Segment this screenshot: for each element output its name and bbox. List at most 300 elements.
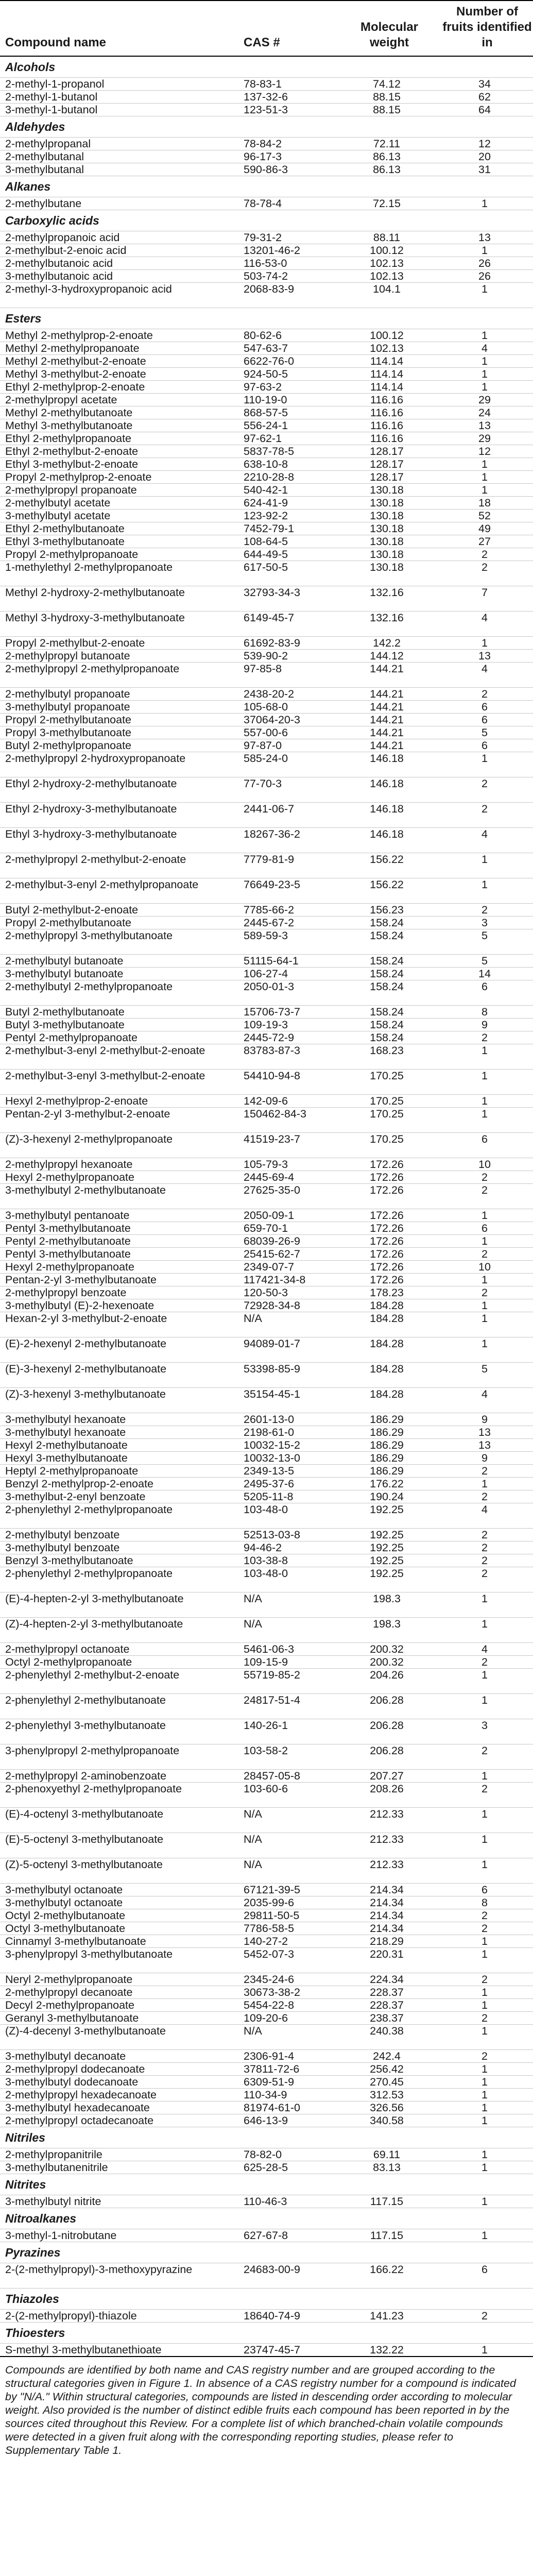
- fruit-count-cell: 2: [436, 1490, 533, 1503]
- table-row: [0, 1592, 533, 1618]
- cas-number-cell: 103-38-8: [238, 1554, 337, 1567]
- table-row: [0, 535, 533, 548]
- cas-number-cell: 37811-72-6: [238, 2063, 337, 2076]
- compound-name-cell: Methyl 3-hydroxy-3-methylbutanoate: [0, 612, 238, 637]
- cas-number-cell: 54410-94-8: [238, 1070, 337, 1095]
- table-row: [0, 2195, 533, 2208]
- table-body: [0, 56, 533, 2357]
- fruit-count-cell: 1: [436, 752, 533, 777]
- fruit-count-cell: 1: [436, 1095, 533, 1108]
- cas-number-cell: 5205-11-8: [238, 1490, 337, 1503]
- category-row: [0, 2242, 533, 2263]
- table-row: [0, 1529, 533, 1541]
- molecular-weight-cell: 172.26: [337, 1248, 436, 1261]
- molecular-weight-cell: 72.15: [337, 197, 436, 210]
- compound-name-cell: 2-methylpropyl 2-methylbut-2-enoate: [0, 853, 238, 878]
- category-label: Thiazoles: [0, 2289, 533, 2310]
- compound-name-cell: Benzyl 3-methylbutanoate: [0, 1554, 238, 1567]
- fruit-count-cell: 13: [436, 1426, 533, 1439]
- category-row: [0, 2174, 533, 2195]
- molecular-weight-cell: 156.22: [337, 878, 436, 904]
- compound-name-cell: (E)-5-octenyl 3-methylbutanoate: [0, 1833, 238, 1858]
- fruit-count-cell: 4: [436, 1388, 533, 1413]
- table-row: [0, 688, 533, 701]
- compound-name-cell: 2-methylpropyl octadecanoate: [0, 2114, 238, 2127]
- table-row: [0, 752, 533, 777]
- compound-name-cell: Hexyl 2-methylprop-2-enoate: [0, 1095, 238, 1108]
- compound-name-cell: Octyl 3-methylbutanoate: [0, 1922, 238, 1935]
- molecular-weight-cell: 158.24: [337, 955, 436, 968]
- molecular-weight-cell: 132.22: [337, 2344, 436, 2357]
- table-row: [0, 1171, 533, 1184]
- fruit-count-cell: 1: [436, 1299, 533, 1312]
- fruit-count-cell: 2: [436, 1031, 533, 1044]
- fruit-count-cell: 1: [436, 2063, 533, 2076]
- fruit-count-cell: 6: [436, 2263, 533, 2289]
- compound-name-cell: Ethyl 2-methylbut-2-enoate: [0, 445, 238, 458]
- fruit-count-cell: 2: [436, 1656, 533, 1669]
- compound-name-cell: 2-phenylethyl 2-methylpropanoate: [0, 1503, 238, 1529]
- compound-name-cell: Propyl 2-methylpropanoate: [0, 548, 238, 561]
- table-row: [0, 1388, 533, 1413]
- compound-name-cell: 2-(2-methylpropyl)-3-methoxypyrazine: [0, 2263, 238, 2289]
- table-row: [0, 1222, 533, 1235]
- compound-name-cell: Ethyl 2-methylpropanoate: [0, 432, 238, 445]
- fruit-count-cell: 29: [436, 394, 533, 406]
- fruit-count-cell: 5: [436, 929, 533, 955]
- fruit-count-cell: 13: [436, 650, 533, 663]
- compound-name-cell: 2-methylpropyl 2-aminobenzoate: [0, 1770, 238, 1783]
- compound-name-cell: (E)-4-hepten-2-yl 3-methylbutanoate: [0, 1592, 238, 1618]
- fruit-count-cell: 1: [436, 1669, 533, 1694]
- fruit-count-cell: 1: [436, 458, 533, 471]
- category-label: Esters: [0, 308, 533, 329]
- molecular-weight-cell: 144.21: [337, 701, 436, 714]
- cas-number-cell: 547-63-7: [238, 342, 337, 355]
- table-row: [0, 283, 533, 308]
- molecular-weight-cell: 88.11: [337, 231, 436, 244]
- molecular-weight-cell: 144.21: [337, 663, 436, 688]
- fruit-count-cell: 2: [436, 1465, 533, 1478]
- molecular-weight-cell: 184.28: [337, 1388, 436, 1413]
- table-row: [0, 1095, 533, 1108]
- molecular-weight-cell: 141.23: [337, 2310, 436, 2323]
- compound-name-cell: 2-methylpropyl hexanoate: [0, 1158, 238, 1171]
- table-row: [0, 2344, 533, 2357]
- molecular-weight-cell: 86.13: [337, 150, 436, 163]
- table-row: [0, 368, 533, 381]
- table-row: [0, 1896, 533, 1909]
- molecular-weight-cell: 206.28: [337, 1719, 436, 1744]
- molecular-weight-cell: 270.45: [337, 2076, 436, 2089]
- molecular-weight-cell: 218.29: [337, 1935, 436, 1948]
- cas-number-cell: 32793-34-3: [238, 586, 337, 612]
- fruit-count-cell: 1: [436, 1694, 533, 1719]
- table-row: [0, 270, 533, 283]
- compound-name-cell: Methyl 3-methylbut-2-enoate: [0, 368, 238, 381]
- header-fruit-count: Number of fruits identified in: [436, 1, 533, 56]
- compound-name-cell: 3-methylbutyl butanoate: [0, 968, 238, 980]
- fruit-count-cell: 26: [436, 257, 533, 270]
- compound-name-cell: 3-methylbutyl pentanoate: [0, 1209, 238, 1222]
- category-label: Alkanes: [0, 176, 533, 197]
- cas-number-cell: 67121-39-5: [238, 1884, 337, 1896]
- molecular-weight-cell: 158.24: [337, 929, 436, 955]
- category-row: [0, 2208, 533, 2229]
- table-row: [0, 1770, 533, 1783]
- cas-number-cell: 7786-58-5: [238, 1922, 337, 1935]
- compound-name-cell: 3-methylbutanenitrile: [0, 2161, 238, 2174]
- table-row: [0, 1465, 533, 1478]
- molecular-weight-cell: 130.18: [337, 561, 436, 586]
- molecular-weight-cell: 172.26: [337, 1158, 436, 1171]
- compound-name-cell: (E)-4-octenyl 3-methylbutanoate: [0, 1808, 238, 1833]
- table-row: [0, 1669, 533, 1694]
- cas-number-cell: 97-87-0: [238, 739, 337, 752]
- fruit-count-cell: 2: [436, 777, 533, 803]
- molecular-weight-cell: 144.21: [337, 726, 436, 739]
- table-row: [0, 1363, 533, 1388]
- fruit-count-cell: 1: [436, 329, 533, 342]
- molecular-weight-cell: 128.17: [337, 445, 436, 458]
- compound-name-cell: Octyl 2-methylbutanoate: [0, 1909, 238, 1922]
- molecular-weight-cell: 170.25: [337, 1070, 436, 1095]
- fruit-count-cell: 6: [436, 739, 533, 752]
- table-row: [0, 510, 533, 522]
- molecular-weight-cell: 83.13: [337, 2161, 436, 2174]
- compound-name-cell: 2-methylbutyl acetate: [0, 497, 238, 510]
- fruit-count-cell: 2: [436, 688, 533, 701]
- table-row: [0, 91, 533, 104]
- compound-name-cell: 2-methylpropanoic acid: [0, 231, 238, 244]
- category-row: [0, 210, 533, 231]
- fruit-count-cell: 6: [436, 980, 533, 1006]
- fruit-count-cell: 1: [436, 853, 533, 878]
- fruit-count-cell: 8: [436, 1896, 533, 1909]
- cas-number-cell: 81974-61-0: [238, 2102, 337, 2114]
- category-label: Nitrites: [0, 2174, 533, 2195]
- molecular-weight-cell: 170.25: [337, 1133, 436, 1158]
- compound-name-cell: 3-methylbutyl propanoate: [0, 701, 238, 714]
- table-row: [0, 1490, 533, 1503]
- table-row: [0, 1948, 533, 1973]
- table-row: [0, 1909, 533, 1922]
- cas-number-cell: 2050-09-1: [238, 1209, 337, 1222]
- table-row: [0, 1554, 533, 1567]
- cas-number-cell: 2198-61-0: [238, 1426, 337, 1439]
- fruit-count-cell: 1: [436, 1070, 533, 1095]
- table-row: [0, 1656, 533, 1669]
- compound-name-cell: Cinnamyl 3-methylbutanoate: [0, 1935, 238, 1948]
- table-row: [0, 231, 533, 244]
- fruit-count-cell: 4: [436, 342, 533, 355]
- table-footnote: Compounds are identified by both name and CAS registry number and are grouped according to the structural categories given in Figure 1. In absence of a CAS registry number for a compound is indicated by "N/A." Within structural categories, compounds are listed in descending order according to molecular weight. Also provided is the number of distinct edible fruits each compound has been reported in by the sources cited throughout this Review. For a complete list of which branched-chain volatile compounds were detected in a given fruit along with the corresponding reporting studies, please refer to Supplementary Table 1.: [5, 2364, 516, 2456]
- cas-number-cell: 78-83-1: [238, 78, 337, 91]
- molecular-weight-cell: 192.25: [337, 1529, 436, 1541]
- compound-name-cell: 3-phenylpropyl 3-methylbutanoate: [0, 1948, 238, 1973]
- table-row: [0, 497, 533, 510]
- molecular-weight-cell: 132.16: [337, 612, 436, 637]
- compound-name-cell: 3-methyl-1-nitrobutane: [0, 2229, 238, 2242]
- compound-name-cell: 2-methylbutanal: [0, 150, 238, 163]
- cas-number-cell: N/A: [238, 1858, 337, 1884]
- compound-name-cell: 3-methylbut-2-enyl benzoate: [0, 1490, 238, 1503]
- table-row: [0, 2161, 533, 2174]
- fruit-count-cell: 2: [436, 803, 533, 828]
- table-row: [0, 1999, 533, 2012]
- molecular-weight-cell: 158.24: [337, 917, 436, 929]
- compound-name-cell: 3-methylbutyl hexanoate: [0, 1413, 238, 1426]
- compound-name-cell: 2-methylpropanitrile: [0, 2148, 238, 2161]
- cas-number-cell: 94-46-2: [238, 1541, 337, 1554]
- compound-name-cell: Butyl 3-methylbutanoate: [0, 1019, 238, 1031]
- table-row: [0, 2310, 533, 2323]
- molecular-weight-cell: 142.2: [337, 637, 436, 650]
- category-row: [0, 176, 533, 197]
- compound-name-cell: 2-methylpropyl 3-methylbutanoate: [0, 929, 238, 955]
- table-row: [0, 828, 533, 853]
- table-row: [0, 904, 533, 917]
- fruit-count-cell: 2: [436, 1529, 533, 1541]
- fruit-count-cell: 1: [436, 484, 533, 497]
- fruit-count-cell: 1: [436, 2102, 533, 2114]
- molecular-weight-cell: 100.12: [337, 329, 436, 342]
- compound-name-cell: Hexan-2-yl 3-methylbut-2-enoate: [0, 1312, 238, 1337]
- fruit-count-cell: 2: [436, 1783, 533, 1808]
- molecular-weight-cell: 204.26: [337, 1669, 436, 1694]
- table-row: [0, 2102, 533, 2114]
- compound-name-cell: Ethyl 3-hydroxy-3-methylbutanoate: [0, 828, 238, 853]
- cas-number-cell: 6622-76-0: [238, 355, 337, 368]
- table-row: [0, 1108, 533, 1133]
- cas-number-cell: 77-70-3: [238, 777, 337, 803]
- fruit-count-cell: 12: [436, 445, 533, 458]
- table-row: [0, 445, 533, 458]
- table-row: [0, 955, 533, 968]
- compound-name-cell: Ethyl 3-methylbut-2-enoate: [0, 458, 238, 471]
- fruit-count-cell: 2: [436, 2310, 533, 2323]
- molecular-weight-cell: 146.18: [337, 828, 436, 853]
- molecular-weight-cell: 114.14: [337, 368, 436, 381]
- cas-number-cell: 29811-50-5: [238, 1909, 337, 1922]
- compound-name-cell: 2-methylpropyl acetate: [0, 394, 238, 406]
- cas-number-cell: 2068-83-9: [238, 283, 337, 308]
- molecular-weight-cell: 200.32: [337, 1643, 436, 1656]
- fruit-count-cell: 2: [436, 1541, 533, 1554]
- table-row: [0, 929, 533, 955]
- compound-name-cell: Decyl 2-methylpropanoate: [0, 1999, 238, 2012]
- fruit-count-cell: 2: [436, 548, 533, 561]
- fruit-count-cell: 1: [436, 2025, 533, 2050]
- table-row: [0, 1286, 533, 1299]
- molecular-weight-cell: 144.21: [337, 739, 436, 752]
- molecular-weight-cell: 117.15: [337, 2229, 436, 2242]
- compound-name-cell: 2-methylbut-3-enyl 2-methylbut-2-enoate: [0, 1044, 238, 1070]
- fruit-count-cell: 1: [436, 244, 533, 257]
- compound-name-cell: Butyl 2-methylbut-2-enoate: [0, 904, 238, 917]
- cas-number-cell: 10032-13-0: [238, 1452, 337, 1465]
- cas-number-cell: 108-64-5: [238, 535, 337, 548]
- cas-number-cell: 7785-66-2: [238, 904, 337, 917]
- cas-number-cell: 10032-15-2: [238, 1439, 337, 1452]
- compound-name-cell: Ethyl 2-hydroxy-3-methylbutanoate: [0, 803, 238, 828]
- compound-name-cell: Hexyl 2-methylbutanoate: [0, 1439, 238, 1452]
- table-row: [0, 244, 533, 257]
- table-row: [0, 2263, 533, 2289]
- fruit-count-cell: 1: [436, 1999, 533, 2012]
- molecular-weight-cell: 130.18: [337, 522, 436, 535]
- compound-name-cell: 2-phenylethyl 2-methylpropanoate: [0, 1567, 238, 1592]
- cas-number-cell: 140-26-1: [238, 1719, 337, 1744]
- table-row: [0, 1031, 533, 1044]
- table-row: [0, 2089, 533, 2102]
- cas-number-cell: 106-27-4: [238, 968, 337, 980]
- compound-name-cell: 2-methylpropyl decanoate: [0, 1986, 238, 1999]
- molecular-weight-cell: 128.17: [337, 471, 436, 484]
- molecular-weight-cell: 130.18: [337, 510, 436, 522]
- compound-name-cell: 3-methylbutyl 2-methylbutanoate: [0, 1184, 238, 1209]
- compound-name-cell: (Z)-3-hexenyl 3-methylbutanoate: [0, 1388, 238, 1413]
- compound-name-cell: 3-methylbutyl dodecanoate: [0, 2076, 238, 2089]
- compound-name-cell: Methyl 2-hydroxy-2-methylbutanoate: [0, 586, 238, 612]
- category-row: [0, 2323, 533, 2344]
- fruit-count-cell: 2: [436, 904, 533, 917]
- fruit-count-cell: 4: [436, 612, 533, 637]
- molecular-weight-cell: 192.25: [337, 1554, 436, 1567]
- compound-name-cell: 2-methyl-1-butanol: [0, 91, 238, 104]
- table-row: [0, 586, 533, 612]
- table-row: [0, 329, 533, 342]
- fruit-count-cell: 6: [436, 1133, 533, 1158]
- fruit-count-cell: 6: [436, 714, 533, 726]
- table-row: [0, 1783, 533, 1808]
- cas-number-cell: 503-74-2: [238, 270, 337, 283]
- cas-number-cell: 72928-34-8: [238, 1299, 337, 1312]
- molecular-weight-cell: 214.34: [337, 1922, 436, 1935]
- cas-number-cell: 123-92-2: [238, 510, 337, 522]
- table-row: [0, 2012, 533, 2025]
- compound-name-cell: 2-methylpropyl propanoate: [0, 484, 238, 497]
- table-row: [0, 1413, 533, 1426]
- fruit-count-cell: 6: [436, 1222, 533, 1235]
- molecular-weight-cell: 212.33: [337, 1833, 436, 1858]
- molecular-weight-cell: 172.26: [337, 1222, 436, 1235]
- cas-number-cell: 150462-84-3: [238, 1108, 337, 1133]
- cas-number-cell: 2306-91-4: [238, 2050, 337, 2063]
- table-row: [0, 1935, 533, 1948]
- compound-name-cell: Ethyl 2-hydroxy-2-methylbutanoate: [0, 777, 238, 803]
- compound-name-cell: 2-methylbut-3-enyl 3-methylbut-2-enoate: [0, 1070, 238, 1095]
- molecular-weight-cell: 256.42: [337, 2063, 436, 2076]
- fruit-count-cell: 4: [436, 663, 533, 688]
- cas-number-cell: N/A: [238, 1833, 337, 1858]
- fruit-count-cell: 13: [436, 419, 533, 432]
- compound-name-cell: 2-methylbut-3-enyl 2-methylpropanoate: [0, 878, 238, 904]
- table-row: [0, 1235, 533, 1248]
- compound-name-cell: Heptyl 2-methylpropanoate: [0, 1465, 238, 1478]
- table-row: [0, 853, 533, 878]
- table-row: [0, 381, 533, 394]
- fruit-count-cell: 1: [436, 1858, 533, 1884]
- compound-name-cell: 2-methylpropyl 2-hydroxypropanoate: [0, 752, 238, 777]
- molecular-weight-cell: 100.12: [337, 244, 436, 257]
- table-row: [0, 777, 533, 803]
- table-row: [0, 484, 533, 497]
- cas-number-cell: 24683-00-9: [238, 2263, 337, 2289]
- cas-number-cell: 868-57-5: [238, 406, 337, 419]
- molecular-weight-cell: 238.37: [337, 2012, 436, 2025]
- table-row: [0, 1478, 533, 1490]
- fruit-count-cell: 9: [436, 1452, 533, 1465]
- molecular-weight-cell: 158.24: [337, 980, 436, 1006]
- molecular-weight-cell: 130.18: [337, 548, 436, 561]
- cas-number-cell: 2050-01-3: [238, 980, 337, 1006]
- compound-name-cell: 3-methylbutyl octanoate: [0, 1896, 238, 1909]
- molecular-weight-cell: 102.13: [337, 257, 436, 270]
- molecular-weight-cell: 198.3: [337, 1618, 436, 1643]
- fruit-count-cell: 3: [436, 917, 533, 929]
- fruit-count-cell: 62: [436, 91, 533, 104]
- table-row: [0, 1618, 533, 1643]
- cas-number-cell: 2035-99-6: [238, 1896, 337, 1909]
- cas-number-cell: 659-70-1: [238, 1222, 337, 1235]
- compound-name-cell: 2-methyl-3-hydroxypropanoic acid: [0, 283, 238, 308]
- compound-name-cell: 2-methylpropyl 2-methylpropanoate: [0, 663, 238, 688]
- fruit-count-cell: 9: [436, 1413, 533, 1426]
- fruit-count-cell: 26: [436, 270, 533, 283]
- fruit-count-cell: 1: [436, 1108, 533, 1133]
- molecular-weight-cell: 172.26: [337, 1184, 436, 1209]
- compound-name-cell: Methyl 2-methylbutanoate: [0, 406, 238, 419]
- table-header: [0, 1, 533, 56]
- fruit-count-cell: 1: [436, 637, 533, 650]
- compound-name-cell: (E)-3-hexenyl 2-methylbutanoate: [0, 1363, 238, 1388]
- table-row: [0, 650, 533, 663]
- fruit-count-cell: 1: [436, 1770, 533, 1783]
- fruit-count-cell: 5: [436, 1363, 533, 1388]
- fruit-count-cell: 2: [436, 1973, 533, 1986]
- category-label: Alcohols: [0, 56, 533, 78]
- compound-name-cell: Methyl 3-methylbutanoate: [0, 419, 238, 432]
- compound-name-cell: 2-methylpropanal: [0, 138, 238, 150]
- compound-name-cell: (Z)-5-octenyl 3-methylbutanoate: [0, 1858, 238, 1884]
- molecular-weight-cell: 88.15: [337, 104, 436, 116]
- table-row: [0, 471, 533, 484]
- fruit-count-cell: 2: [436, 1184, 533, 1209]
- fruit-count-cell: 2: [436, 2050, 533, 2063]
- compound-name-cell: 3-methylbutyl benzoate: [0, 1541, 238, 1554]
- table-row: [0, 1858, 533, 1884]
- fruit-count-cell: 7: [436, 586, 533, 612]
- compound-name-cell: (E)-2-hexenyl 2-methylbutanoate: [0, 1337, 238, 1363]
- cas-number-cell: 35154-45-1: [238, 1388, 337, 1413]
- cas-number-cell: 140-27-2: [238, 1935, 337, 1948]
- table-row: [0, 458, 533, 471]
- cas-number-cell: 2601-13-0: [238, 1413, 337, 1426]
- cas-number-cell: 97-62-1: [238, 432, 337, 445]
- fruit-count-cell: 1: [436, 1935, 533, 1948]
- cas-number-cell: 540-42-1: [238, 484, 337, 497]
- cas-number-cell: N/A: [238, 1312, 337, 1337]
- table-row: [0, 432, 533, 445]
- molecular-weight-cell: 186.29: [337, 1439, 436, 1452]
- molecular-weight-cell: 116.16: [337, 419, 436, 432]
- molecular-weight-cell: 228.37: [337, 1999, 436, 2012]
- cas-number-cell: 52513-03-8: [238, 1529, 337, 1541]
- table-row: [0, 1274, 533, 1286]
- molecular-weight-cell: 128.17: [337, 458, 436, 471]
- fruit-count-cell: 1: [436, 1833, 533, 1858]
